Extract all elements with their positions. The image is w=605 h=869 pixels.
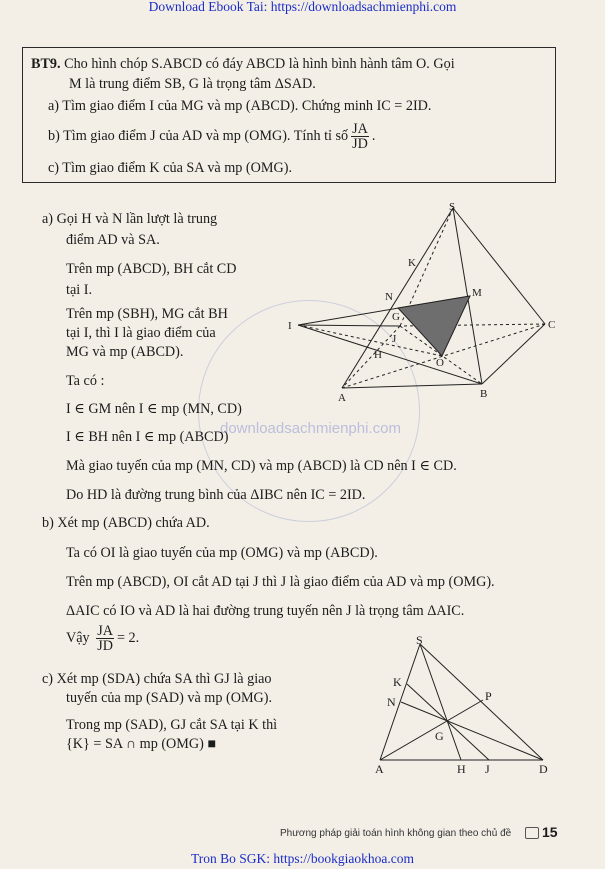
sol-a-line-8: Ta có : (66, 373, 105, 389)
edge-SC (453, 208, 545, 324)
label-S: S (449, 201, 456, 213)
label-K2: K (393, 675, 402, 689)
triangle-SAD-figure (365, 632, 565, 782)
label-A2: A (375, 762, 384, 776)
label-P2: P (485, 689, 492, 703)
sol-b-line-1: b) Xét mp (ABCD) chứa AD. (42, 515, 210, 531)
median-AP (380, 700, 483, 760)
line-IB (298, 325, 482, 384)
sol-b-conclusion-text: Vậy (66, 629, 90, 646)
label-G: G (392, 311, 400, 323)
label-C: C (548, 319, 556, 331)
edge-BC (482, 324, 545, 384)
ratio-numerator: JA (352, 121, 368, 137)
label-K: K (408, 257, 416, 269)
sol-c-line-2: tuyến của mp (SAD) và mp (OMG). (66, 690, 273, 706)
sol-a-line-9: I ∈ GM nên I ∈ mp (MN, CD) (66, 401, 242, 417)
sol-a-line-4: tại I. (66, 282, 92, 298)
sol-c-line-3: Trong mp (SAD), GJ cắt SA tại K thì (66, 717, 278, 733)
sol-a-line-7: MG và mp (ABCD). (66, 344, 184, 360)
label-B: B (480, 388, 488, 400)
problem-part-b: b) Tìm giao điểm J của AD và mp (OMG). Tính tỉ số $\frac{JA}{JD}$ . (48, 121, 376, 152)
page-number: 15 (542, 824, 558, 840)
sol-b-line-3: Trên mp (ABCD), OI cắt AD tại J thì J là giao điểm của AD và mp (OMG). (66, 574, 495, 590)
label-O: O (436, 357, 444, 369)
result-denominator: JD (97, 638, 113, 654)
watermark-text: downloadsachmienphi.com (220, 420, 401, 437)
footer-title: Phương pháp giải toán hình không gian theo chủ đề (280, 828, 512, 839)
sol-a-line-2: điểm AD và SA. (66, 232, 160, 248)
result-fraction (96, 624, 114, 653)
sol-a-line-11: Mà giao tuyến của mp (MN, CD) và mp (ABCD) là CD nên I ∈ CD. (66, 458, 457, 474)
problem-part-b-text: b) Tìm giao điểm J của AD và mp (OMG). Tính tỉ số (48, 127, 349, 144)
ratio-fraction (351, 122, 369, 151)
header-download-link[interactable]: Download Ebook Tai: https://downloadsachmienphi.com (148, 0, 457, 14)
result-numerator: JA (97, 623, 113, 639)
sol-b-line-2: Ta có OI là giao tuyến của mp (OMG) và mp (ABCD). (66, 545, 378, 561)
line-KJ (407, 684, 489, 760)
median-DN (401, 702, 543, 760)
pyramid-figure (280, 198, 580, 408)
label-S2: S (416, 633, 423, 647)
ratio-denominator: JD (352, 136, 368, 152)
label-G2: G (435, 729, 444, 743)
label-A: A (338, 392, 346, 404)
footer-sgk-link[interactable]: Tron Bo SGK: https://bookgiaokhoa.com (190, 851, 414, 866)
problem-part-a: a) Tìm giao điểm I của MG và mp (ABCD). Chứng minh IC = 2ID. (48, 98, 432, 114)
label-M: M (472, 287, 482, 299)
problem-line-1: Cho hình chóp S.ABCD có đáy ABCD là hình bình hành tâm O. Gọi (64, 56, 455, 72)
label-N2: N (387, 695, 396, 709)
side-SA (380, 644, 420, 760)
problem-part-c: c) Tìm giao điểm K của SA và mp (OMG). (48, 160, 293, 176)
sol-a-line-10: I ∈ BH nên I ∈ mp (ABCD) (66, 429, 229, 445)
sol-b-line-5 (66, 624, 139, 653)
sol-a-line-5: Trên mp (SBH), MG cắt BH (66, 306, 228, 322)
section-OMG (398, 296, 470, 356)
label-N: N (385, 291, 393, 303)
sol-c-line-1: c) Xét mp (SDA) chứa SA thì GJ là giao (42, 671, 272, 687)
label-D2: D (539, 762, 548, 776)
sol-c-line-4: {K} = SA ∩ mp (OMG) ■ (66, 736, 217, 752)
sol-b-line-4: ΔAIC có IO và AD là hai đường trung tuyến nên J là trọng tâm ΔAIC. (66, 603, 465, 619)
line-ID (298, 325, 400, 326)
problem-label: BT9. (31, 56, 61, 72)
sol-a-line-1: a) Gọi H và N lần lượt là trung (42, 211, 218, 227)
book-icon (525, 827, 539, 839)
label-J: J (392, 333, 397, 345)
label-H2: H (457, 762, 466, 776)
sol-a-line-6: tại I, thì I là giao điểm của (66, 325, 216, 341)
problem-line-2: M là trung điểm SB, G là trọng tâm ΔSAD. (69, 76, 316, 92)
sol-a-line-12: Do HD là đường trung bình của ΔIBC nên IC = 2ID. (66, 487, 366, 503)
label-H: H (374, 349, 382, 361)
label-I: I (288, 320, 292, 332)
sol-a-line-3: Trên mp (ABCD), BH cắt CD (66, 261, 237, 277)
result-value: = 2. (116, 629, 140, 646)
edge-AB (342, 384, 482, 388)
label-J2: J (485, 762, 490, 776)
